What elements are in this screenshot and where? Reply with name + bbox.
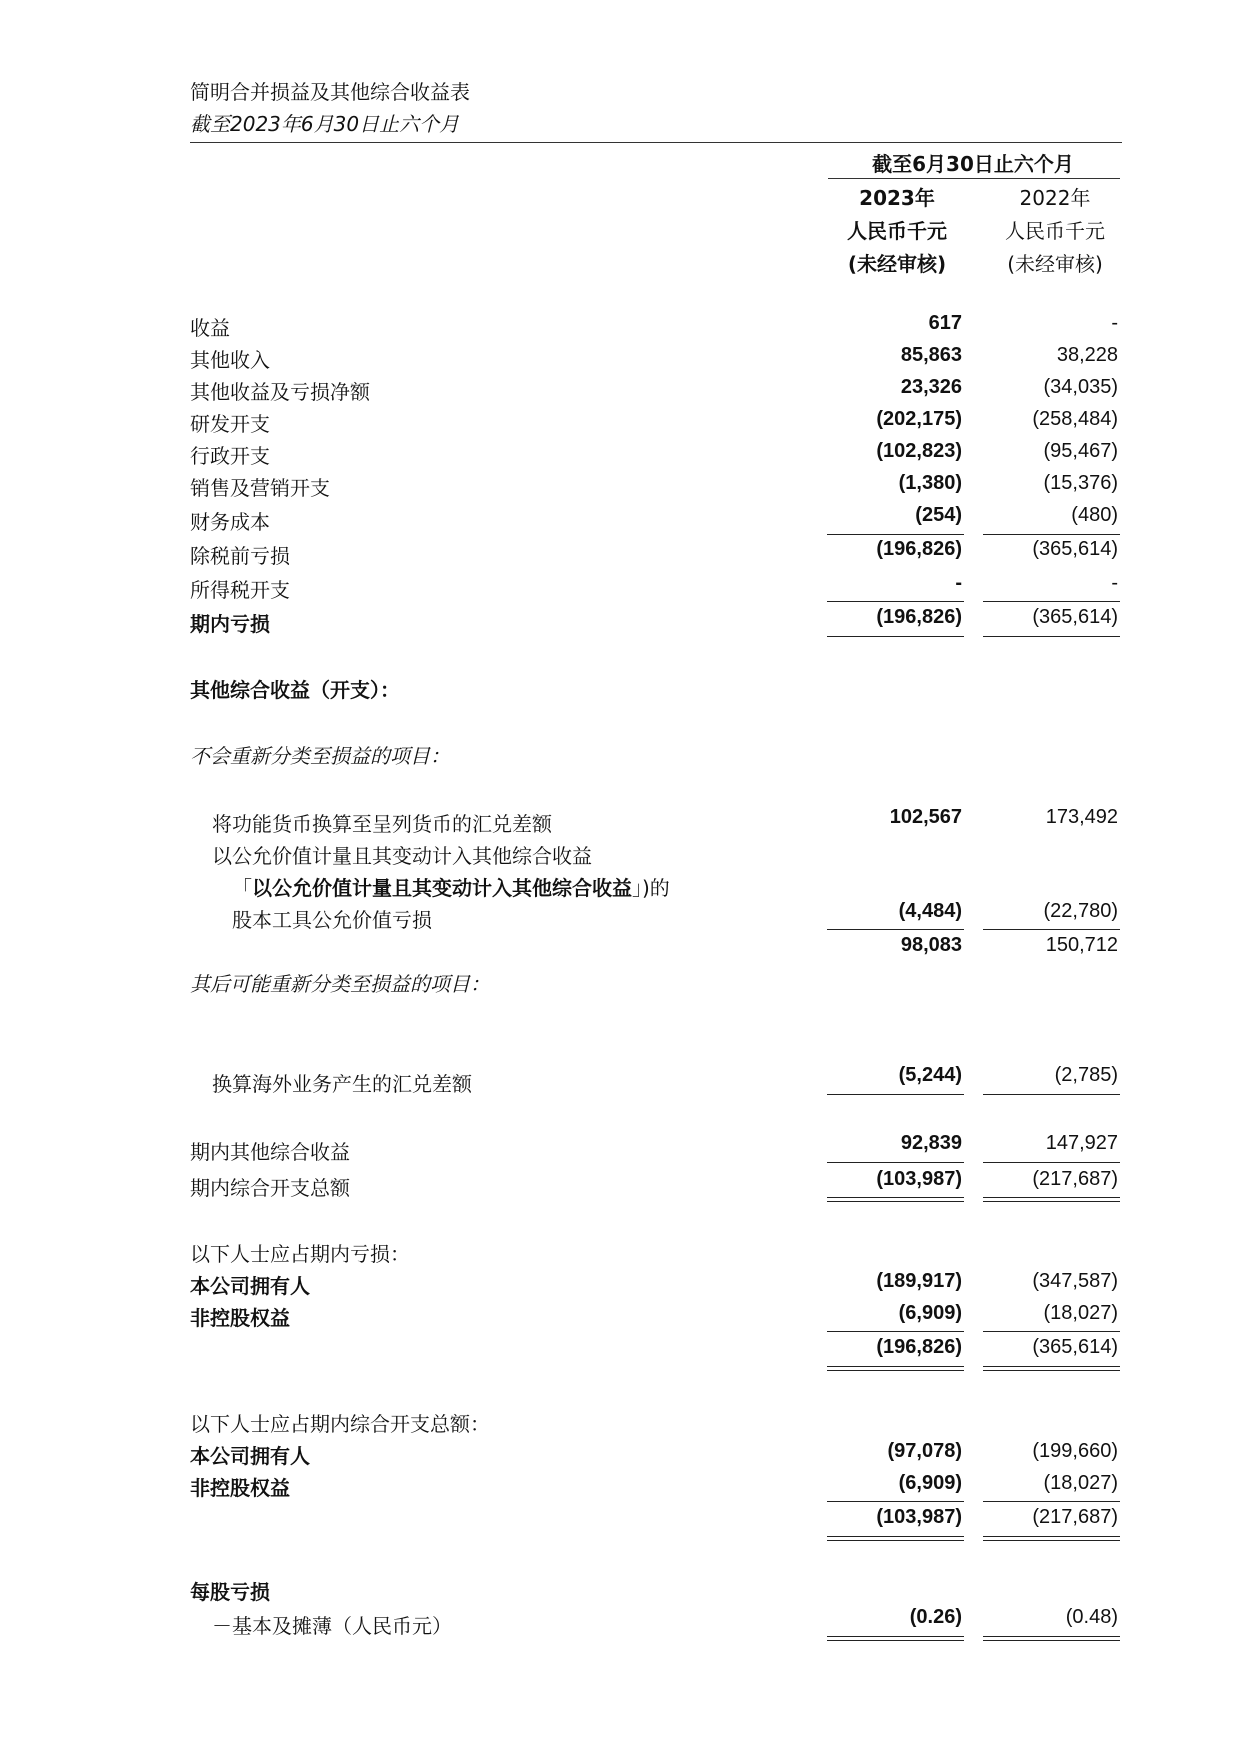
rule-fx-foreign-pri — [983, 1094, 1120, 1095]
row-pri-attrib-loss-nci: (18,027) — [1043, 1302, 1118, 1324]
col2-unit: 人民币千元 — [1005, 219, 1105, 243]
row-label-fvoci-loss: 股本工具公允价值亏损 — [232, 908, 432, 932]
row-label-finance: 财务成本 — [190, 510, 270, 534]
row-cur-attrib-comp-nci: (6,909) — [898, 1472, 962, 1494]
row-cur-admin: (102,823) — [876, 440, 962, 462]
rule-tax-cur — [827, 601, 964, 602]
row-pri-other-gains: (34,035) — [1043, 376, 1118, 398]
oci-heading: 其他综合收益（开支）： — [190, 678, 400, 702]
row-pri-tax: - — [1111, 572, 1118, 594]
rule-attrib-loss-pri — [983, 1331, 1120, 1332]
row-pri-finance: (480) — [1071, 504, 1118, 526]
rule-loss-period-pri — [983, 636, 1120, 637]
fvoci-line2 — [232, 872, 670, 901]
rule-attrib-comp-total-cur-1 — [827, 1536, 964, 1537]
rule-attrib-comp-cur — [827, 1501, 964, 1502]
col1-year: 2023年 — [859, 186, 935, 210]
oci-reclass-heading: 其后可能重新分类至损益的项目： — [190, 972, 490, 996]
row-label-total-comp: 期内综合开支总额 — [190, 1176, 350, 1200]
row-label-loss-period: 期内亏损 — [190, 612, 270, 636]
header-rule — [190, 142, 1122, 143]
fvoci-bracket-close: 」)的 — [632, 876, 670, 900]
row-cur-other-income: 85,863 — [900, 344, 962, 366]
row-pri-revenue: - — [1111, 312, 1118, 334]
row-label-attrib-loss-owners: 本公司拥有人 — [190, 1274, 310, 1298]
rule-attrib-loss-cur — [827, 1331, 964, 1332]
rule-total-comp-pri-2 — [983, 1201, 1120, 1202]
row-cur-oci-period: 92,839 — [900, 1132, 962, 1154]
rule-attrib-comp-total-cur-2 — [827, 1540, 964, 1541]
eps-heading: 每股亏损 — [190, 1580, 270, 1604]
row-label-revenue: 收益 — [190, 316, 230, 340]
rule-eps-cur-1 — [827, 1636, 964, 1637]
rule-loss-period-cur — [827, 636, 964, 637]
row-cur-total-comp: (103,987) — [876, 1168, 962, 1190]
rule-attrib-comp-total-pri-2 — [983, 1540, 1120, 1541]
rule-attrib-comp-pri — [983, 1501, 1120, 1502]
row-pri-fvoci-loss: (22,780) — [1043, 900, 1118, 922]
row-pri-eps-basic: (0.48) — [1065, 1606, 1118, 1628]
row-cur-tax: - — [955, 572, 962, 594]
row-cur-fvoci-loss: (4,484) — [898, 900, 962, 922]
row-cur-attrib-comp-owners: (97,078) — [887, 1440, 962, 1462]
rule-eps-pri-2 — [983, 1640, 1120, 1641]
row-pri-attrib-comp-owners: (199,660) — [1032, 1440, 1118, 1462]
row-pri-loss-period: (365,614) — [1032, 606, 1118, 628]
row-label-other-income: 其他收入 — [190, 348, 270, 372]
row-cur-eps-basic: (0.26) — [909, 1606, 962, 1628]
row-label-attrib-comp-owners: 本公司拥有人 — [190, 1444, 310, 1468]
row-label-loss-before-tax: 除税前亏损 — [190, 544, 290, 568]
rule-fvoci-cur — [827, 929, 964, 930]
row-label-rnd: 研发开支 — [190, 412, 270, 436]
row-pri-admin: (95,467) — [1043, 440, 1118, 462]
rule-attrib-loss-total-pri-2 — [983, 1370, 1120, 1371]
row-label-oci-period: 期内其他综合收益 — [190, 1140, 350, 1164]
row-cur-attrib-comp-total: (103,987) — [876, 1506, 962, 1528]
row-label-admin: 行政开支 — [190, 444, 270, 468]
row-cur-fx-foreign: (5,244) — [898, 1064, 962, 1086]
rule-finance-cur — [827, 534, 964, 535]
row-cur-loss-before-tax: (196,826) — [876, 538, 962, 560]
rule-total-comp-cur-1 — [827, 1197, 964, 1198]
period-header: 截至6月30日止六个月 — [872, 152, 1074, 176]
row-cur-other-gains: 23,326 — [900, 376, 962, 398]
row-cur-fx-functional: 102,567 — [889, 806, 962, 828]
col2-note: (未经审核) — [1007, 252, 1103, 276]
row-pri-fx-functional: 173,492 — [1045, 806, 1118, 828]
row-pri-fx-foreign: (2,785) — [1054, 1064, 1118, 1086]
row-pri-rnd: (258,484) — [1032, 408, 1118, 430]
row-label-attrib-loss-nci: 非控股权益 — [190, 1306, 290, 1330]
rule-oci-period-cur — [827, 1162, 964, 1163]
rule-eps-cur-2 — [827, 1640, 964, 1641]
row-label-selling: 销售及营销开支 — [190, 476, 330, 500]
attrib-comp-heading: 以下人士应占期内综合开支总额： — [190, 1412, 490, 1436]
row-pri-loss-before-tax: (365,614) — [1032, 538, 1118, 560]
row-pri-total-comp: (217,687) — [1032, 1168, 1118, 1190]
row-pri-selling: (15,376) — [1043, 472, 1118, 494]
statement-title: 简明合并损益及其他综合收益表 — [190, 80, 470, 104]
row-pri-attrib-loss-total: (365,614) — [1032, 1336, 1118, 1358]
rule-eps-pri-1 — [983, 1636, 1120, 1637]
row-pri-other-income: 38,228 — [1056, 344, 1118, 366]
row-pri-attrib-loss-owners: (347,587) — [1032, 1270, 1118, 1292]
row-pri-attrib-comp-nci: (18,027) — [1043, 1472, 1118, 1494]
rule-attrib-comp-total-pri-1 — [983, 1536, 1120, 1537]
period-rule — [828, 178, 1120, 179]
col1-note: (未经审核) — [847, 252, 947, 276]
rule-total-comp-cur-2 — [827, 1201, 964, 1202]
rule-attrib-loss-total-pri-1 — [983, 1366, 1120, 1367]
rule-attrib-loss-total-cur-1 — [827, 1366, 964, 1367]
row-pri-attrib-comp-total: (217,687) — [1032, 1506, 1118, 1528]
fvoci-bracket-open: 「 — [232, 876, 252, 900]
fvoci-line1: 以公允价值计量且其变动计入其他综合收益 — [212, 844, 592, 868]
row-pri-oci-period: 147,927 — [1045, 1132, 1118, 1154]
col1-unit: 人民币千元 — [847, 219, 947, 243]
row-cur-revenue: 617 — [928, 312, 962, 334]
statement-subtitle: 截至2023年6月30日止六个月 — [190, 112, 460, 136]
row-cur-attrib-loss-nci: (6,909) — [898, 1302, 962, 1324]
row-label-fx-foreign: 换算海外业务产生的汇兑差额 — [212, 1072, 472, 1096]
row-cur-loss-period: (196,826) — [876, 606, 962, 628]
rule-attrib-loss-total-cur-2 — [827, 1370, 964, 1371]
rule-fvoci-pri — [983, 929, 1120, 930]
row-cur-finance: (254) — [915, 504, 962, 526]
attrib-loss-heading: 以下人士应占期内亏损： — [190, 1242, 410, 1266]
row-cur-attrib-loss-total: (196,826) — [876, 1336, 962, 1358]
rule-total-comp-pri-1 — [983, 1197, 1120, 1198]
row-cur-oci-subtotal: 98,083 — [900, 934, 962, 956]
row-cur-selling: (1,380) — [898, 472, 962, 494]
oci-not-reclass-heading: 不会重新分类至损益的项目： — [190, 744, 450, 768]
row-label-eps-basic: －基本及摊薄（人民币元） — [212, 1614, 452, 1638]
rule-finance-pri — [983, 534, 1120, 535]
row-label-attrib-comp-nci: 非控股权益 — [190, 1476, 290, 1500]
row-cur-rnd: (202,175) — [876, 408, 962, 430]
rule-oci-period-pri — [983, 1162, 1120, 1163]
rule-fx-foreign-cur — [827, 1094, 964, 1095]
row-pri-oci-subtotal: 150,712 — [1045, 934, 1118, 956]
row-label-fx-functional: 将功能货币换算至呈列货币的汇兑差额 — [212, 812, 552, 836]
rule-tax-pri — [983, 601, 1120, 602]
row-label-tax: 所得税开支 — [190, 578, 290, 602]
col2-year: 2022年 — [1019, 186, 1091, 210]
fvoci-defined-term: 以公允价值计量且其变动计入其他综合收益 — [252, 876, 632, 900]
row-cur-attrib-loss-owners: (189,917) — [876, 1270, 962, 1292]
row-label-other-gains: 其他收益及亏损净额 — [190, 380, 370, 404]
